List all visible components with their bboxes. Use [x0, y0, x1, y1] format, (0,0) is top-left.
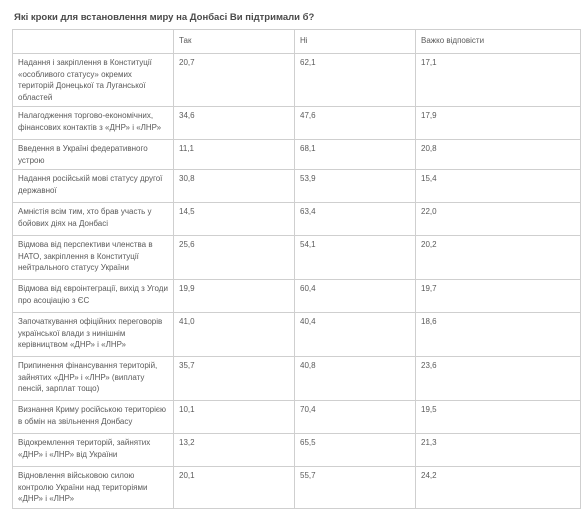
value-yes: 41,0 [174, 313, 295, 357]
table-row [13, 54, 581, 107]
value-yes: 25,6 [174, 236, 295, 280]
value-no: 62,1 [295, 54, 416, 107]
row-label: Відновлення військовою силою контролю України над територіями «ДНР» і «ЛНР» [13, 467, 174, 509]
value-hard-to-say: 23,6 [416, 357, 581, 401]
value-no: 53,9 [295, 170, 416, 203]
value-yes: 30,8 [174, 170, 295, 203]
header-cell-yes: Так [174, 30, 295, 54]
value-yes: 20,1 [174, 467, 295, 509]
value-hard-to-say: 15,4 [416, 170, 581, 203]
value-no: 60,4 [295, 280, 416, 313]
poll-table-body [13, 54, 581, 509]
value-hard-to-say: 20,8 [416, 140, 581, 170]
value-yes: 19,9 [174, 280, 295, 313]
table-row [13, 467, 581, 509]
table-row [13, 203, 581, 236]
table-row [13, 140, 581, 170]
value-yes: 14,5 [174, 203, 295, 236]
value-yes: 34,6 [174, 107, 295, 140]
value-hard-to-say: 21,3 [416, 434, 581, 467]
value-no: 55,7 [295, 467, 416, 509]
value-no: 68,1 [295, 140, 416, 170]
value-no: 70,4 [295, 401, 416, 434]
row-label: Надання і закріплення в Конституції «особливого статусу» окремих територій Донецької та Луганської областей [13, 54, 174, 107]
row-label: Відмова від перспективи членства в НАТО, закріплення в Конституції нейтрального статусу України [13, 236, 174, 280]
value-yes: 10,1 [174, 401, 295, 434]
table-row [13, 357, 581, 401]
value-yes: 20,7 [174, 54, 295, 107]
table-row [13, 107, 581, 140]
value-hard-to-say: 19,7 [416, 280, 581, 313]
poll-table [12, 29, 581, 509]
value-yes: 11,1 [174, 140, 295, 170]
value-hard-to-say: 20,2 [416, 236, 581, 280]
value-no: 63,4 [295, 203, 416, 236]
value-no: 54,1 [295, 236, 416, 280]
value-hard-to-say: 19,5 [416, 401, 581, 434]
row-label: Надання російській мові статусу другої державної [13, 170, 174, 203]
value-yes: 13,2 [174, 434, 295, 467]
value-hard-to-say: 18,6 [416, 313, 581, 357]
header-cell-label [13, 30, 174, 54]
row-label: Припинення фінансування територій, зайнятих «ДНР» і «ЛНР» (виплату пенсій, зарплат тощо) [13, 357, 174, 401]
header-row [13, 30, 581, 54]
value-hard-to-say: 22,0 [416, 203, 581, 236]
row-label: Налагодження торгово-економічних, фінансових контактів з «ДНР» і «ЛНР» [13, 107, 174, 140]
row-label: Започаткування офіційних переговорів української влади з нинішнім керівництвом «ДНР» і «ЛНР» [13, 313, 174, 357]
value-hard-to-say: 17,9 [416, 107, 581, 140]
row-label: Відмова від євроінтеграції, вихід з Угоди про асоціацію з ЄС [13, 280, 174, 313]
question-title: Які кроки для встановлення миру на Донбасі Ви підтримали б? [14, 12, 315, 23]
value-no: 40,8 [295, 357, 416, 401]
table-row [13, 236, 581, 280]
table-row [13, 401, 581, 434]
value-yes: 35,7 [174, 357, 295, 401]
header-cell-hard-to-say: Важко відповісти [416, 30, 581, 54]
value-hard-to-say: 17,1 [416, 54, 581, 107]
table-row [13, 170, 581, 203]
value-no: 47,6 [295, 107, 416, 140]
row-label: Амністія всім тим, хто брав участь у бойових діях на Донбасі [13, 203, 174, 236]
row-label: Відокремлення територій, зайнятих «ДНР» і «ЛНР» від України [13, 434, 174, 467]
header-cell-no: Ні [295, 30, 416, 54]
table-row [13, 280, 581, 313]
value-no: 65,5 [295, 434, 416, 467]
value-no: 40,4 [295, 313, 416, 357]
row-label: Визнання Криму російською територією в обмін на звільнення Донбасу [13, 401, 174, 434]
table-row [13, 434, 581, 467]
table-row [13, 313, 581, 357]
row-label: Введення в Україні федеративного устрою [13, 140, 174, 170]
value-hard-to-say: 24,2 [416, 467, 581, 509]
